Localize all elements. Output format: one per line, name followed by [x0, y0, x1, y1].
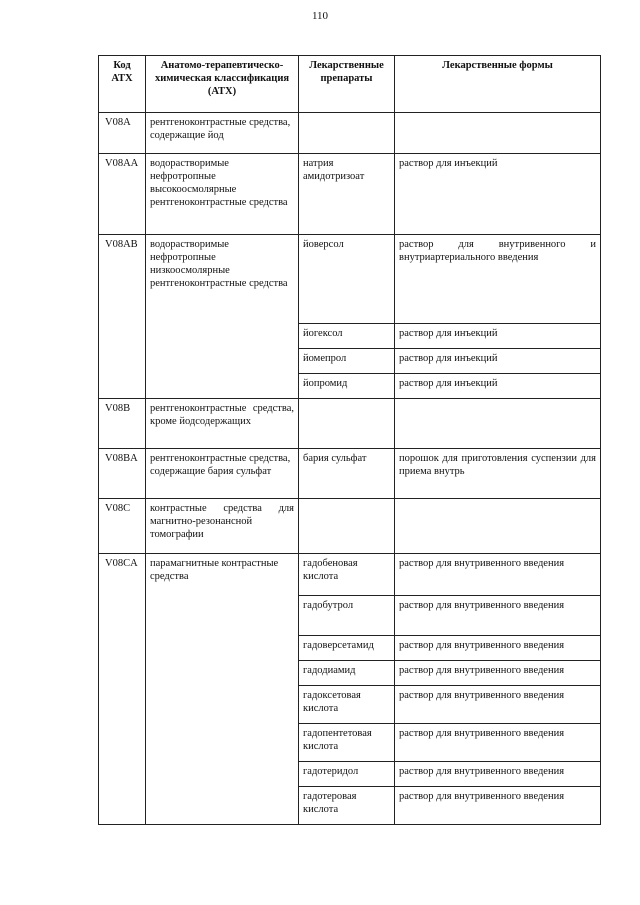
header-classification: Анатомо-терапевтическо-химическая классификация (АТХ)	[146, 56, 299, 113]
drug-name: гадоверсетамид	[299, 636, 395, 661]
drug-name: гадопентетовая кислота	[299, 724, 395, 762]
drug-name	[299, 113, 395, 154]
table-row	[99, 154, 601, 235]
atx-classification: водорастворимые нефротропные низкоосмолярные рентгеноконтрастные средства	[146, 235, 299, 399]
header-drugs: Лекарственные препараты	[299, 56, 395, 113]
atx-classification: контрастные средства для магнитно-резонансной томографии	[146, 499, 299, 554]
atx-code: V08CA	[99, 554, 146, 825]
atx-table	[98, 55, 601, 825]
atx-classification: рентгеноконтрастные средства, кроме йодсодержащих	[146, 399, 299, 449]
table-row	[99, 554, 601, 596]
page-number: 110	[311, 10, 329, 22]
drug-name: гадотеридол	[299, 762, 395, 787]
drug-form: раствор для внутривенного введения	[395, 787, 601, 825]
atx-code: V08B	[99, 399, 146, 449]
drug-name: бария сульфат	[299, 449, 395, 499]
header-code: Код АТХ	[99, 56, 146, 113]
drug-name: натрия амидотризоат	[299, 154, 395, 235]
table-row	[99, 235, 601, 324]
atx-code: V08BA	[99, 449, 146, 499]
drug-form: раствор для внутривенного введения	[395, 724, 601, 762]
atx-code: V08AA	[99, 154, 146, 235]
drug-name: гадоксетовая кислота	[299, 686, 395, 724]
table-row	[99, 499, 601, 554]
drug-name: йогексол	[299, 324, 395, 349]
drug-form: раствор для внутривенного и внутриартериального введения	[395, 235, 601, 324]
drug-form: раствор для внутривенного введения	[395, 661, 601, 686]
drug-name: йопромид	[299, 374, 395, 399]
drug-name: гадобеновая кислота	[299, 554, 395, 596]
atx-code: V08A	[99, 113, 146, 154]
drug-name: гадодиамид	[299, 661, 395, 686]
drug-form: раствор для внутривенного введения	[395, 554, 601, 596]
drug-form: раствор для инъекций	[395, 349, 601, 374]
drug-form: раствор для внутривенного введения	[395, 686, 601, 724]
atx-code: V08C	[99, 499, 146, 554]
table-row	[99, 399, 601, 449]
atx-classification: парамагнитные контрастные средства	[146, 554, 299, 825]
drug-name: йомепрол	[299, 349, 395, 374]
table-row	[99, 113, 601, 154]
atx-classification: рентгеноконтрастные средства, содержащие йод	[146, 113, 299, 154]
drug-form: раствор для инъекций	[395, 324, 601, 349]
drug-form: порошок для приготовления суспензии для приема внутрь	[395, 449, 601, 499]
atx-classification: водорастворимые нефротропные высокоосмолярные рентгеноконтрастные средства	[146, 154, 299, 235]
table-row	[99, 449, 601, 499]
drug-form	[395, 113, 601, 154]
drug-form: раствор для внутривенного введения	[395, 596, 601, 636]
drug-name	[299, 499, 395, 554]
drug-name	[299, 399, 395, 449]
atx-classification: рентгеноконтрастные средства, содержащие бария сульфат	[146, 449, 299, 499]
drug-form: раствор для внутривенного введения	[395, 636, 601, 661]
drug-form: раствор для внутривенного введения	[395, 762, 601, 787]
drug-name: гадотеровая кислота	[299, 787, 395, 825]
table-header-row	[99, 56, 601, 113]
header-forms: Лекарственные формы	[395, 56, 601, 113]
drug-form: раствор для инъекций	[395, 154, 601, 235]
drug-name: гадобутрол	[299, 596, 395, 636]
drug-form	[395, 399, 601, 449]
drug-form	[395, 499, 601, 554]
drug-name: йоверсол	[299, 235, 395, 324]
drug-form: раствор для инъекций	[395, 374, 601, 399]
atx-code: V08AB	[99, 235, 146, 399]
